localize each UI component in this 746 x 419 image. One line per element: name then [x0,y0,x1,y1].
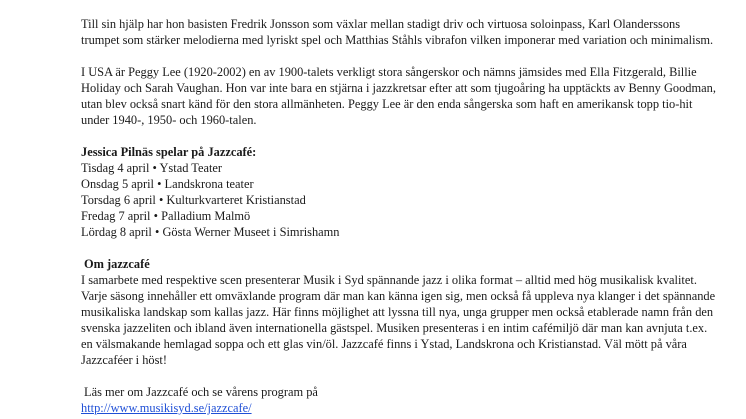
peggy-lee-paragraph: I USA är Peggy Lee (1920-2002) en av 1900-talets verkligt stora sångerskor och nämns jämsides med Ella Fitzgerald, Billie Holiday och Sarah Vaughan. Hon var inte bara en stjärna i jazzkretsar efter att som tjugoåring ha upptäckts av Benny Goodman, utan blev också snart känd för den stora allmänheten. Peggy Lee är den enda sångerska som haft en amerikansk topp tio-hit under 1940-, 1950- och 1960-talen. [81,65,716,127]
schedule-item: Tisdag 4 april • Ystad Teater [81,161,223,175]
about-section [81,256,721,368]
schedule-item: Onsdag 5 april • Landskrona teater [81,177,254,191]
schedule-heading: Jessica Pilnäs spelar på Jazzcafé: [81,145,257,159]
document-page [81,0,721,416]
cutoff-line [81,0,721,6]
about-heading: Om jazzcafé [84,257,150,271]
schedule-section [81,144,721,240]
more-info-text: Läs mer om Jazzcafé och se vårens program på [84,385,318,399]
schedule-item: Fredag 7 april • Palladium Malmö [81,209,251,223]
more-info [81,384,721,416]
jazzcafe-link[interactable]: http://www.musikisyd.se/jazzcafe/ [81,401,252,415]
schedule-item: Lördag 8 april • Gösta Werner Museet i Simrishamn [81,225,340,239]
schedule-item: Torsdag 6 april • Kulturkvarteret Kristianstad [81,193,306,207]
band-paragraph: Till sin hjälp har hon basisten Fredrik Jonsson som växlar mellan stadigt driv och virtuosa soloinpass, Karl Olanderssons trumpet som stärker melodierna med lyriskt spel och Matthias Ståhls vibrafon vilken imponerar med variation och minimalism. [81,17,714,47]
about-paragraph: I samarbete med respektive scen presenterar Musik i Syd spännande jazz i olika format – alltid med hög musikalisk kvalitet. Varje säsong innehåller ett omväxlande program där man kan känna igen sig, men också få uppleva nya klanger i det spännande musikaliska landskap som kallas jazz. Här finns möjlighet att lyssna till nya, unga grupper men också etablerade namn från den svenska jazzeliten och ibland även internationella gästspel. Musiken presenteras i en intim cafémiljö där man kan avnjuta t.ex. en välsmakande hemlagad soppa och ett glas vin/öl. Jazzcafé finns i Ystad, Landskrona och Kristianstad. Väl mött på våra Jazzcaféer i höst! [81,273,716,367]
schedule-list [81,160,721,240]
